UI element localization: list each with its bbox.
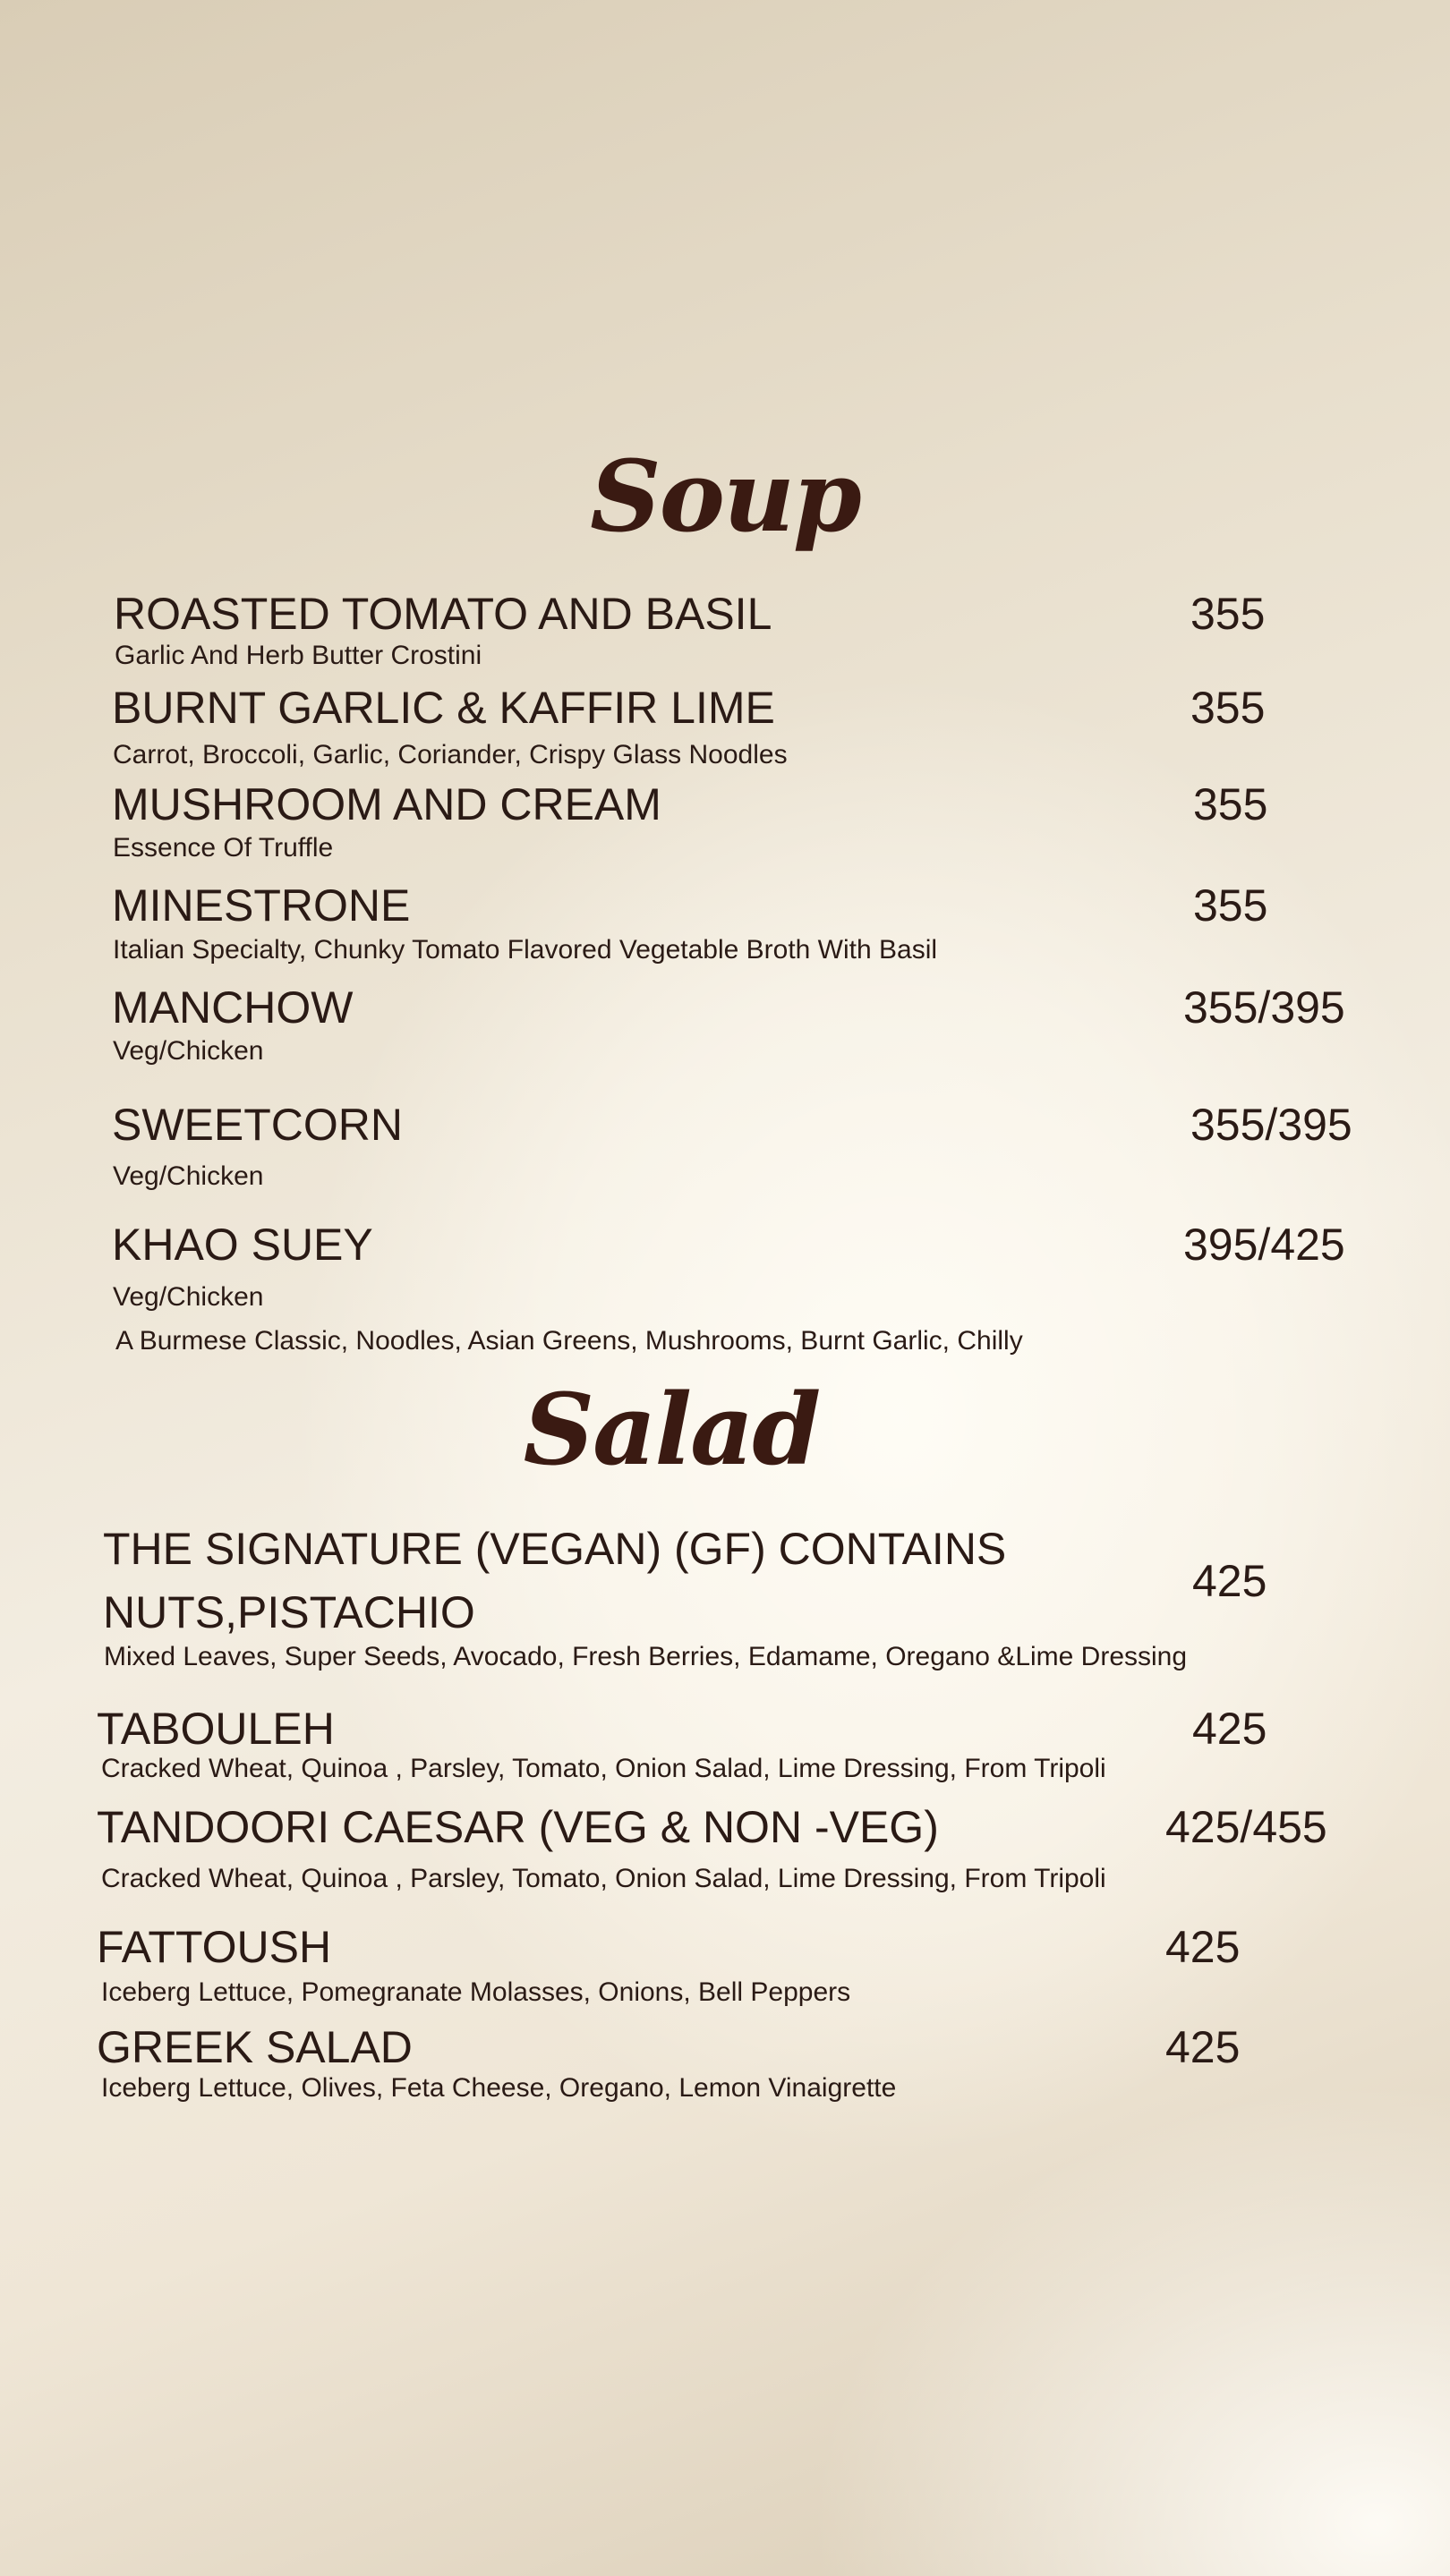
item-name: GREEK SALAD <box>97 2022 413 2072</box>
item-price: 355/395 <box>1190 1100 1352 1150</box>
item-description: Veg/Chicken <box>113 1282 264 1312</box>
item-description: Carrot, Broccoli, Garlic, Coriander, Crispy Glass Noodles <box>113 740 788 769</box>
item-name: MANCHOW <box>112 982 354 1033</box>
item-name: KHAO SUEY <box>112 1220 373 1270</box>
item-name: BURNT GARLIC & KAFFIR LIME <box>112 683 775 733</box>
item-name: MINESTRONE <box>112 880 411 931</box>
item-price: 425 <box>1192 1556 1267 1606</box>
item-description: Cracked Wheat, Quinoa , Parsley, Tomato, Onion Salad, Lime Dressing, From Tripoli <box>101 1754 1106 1783</box>
item-description: Italian Specialty, Chunky Tomato Flavored Vegetable Broth With Basil <box>113 935 938 965</box>
item-price: 355 <box>1190 683 1266 733</box>
item-price: 425 <box>1165 2022 1241 2072</box>
item-name: TANDOORI CAESAR (VEG & NON -VEG) <box>97 1802 939 1852</box>
item-name-continued: NUTS,PISTACHIO <box>103 1587 475 1637</box>
salad-section-title: Salad <box>523 1372 820 1487</box>
soup-section-title: Soup <box>590 438 860 554</box>
item-description: Iceberg Lettuce, Pomegranate Molasses, Onions, Bell Peppers <box>101 1977 851 2007</box>
item-name: SWEETCORN <box>112 1100 403 1150</box>
item-description: Essence Of Truffle <box>113 833 334 863</box>
item-price: 355/395 <box>1183 982 1345 1033</box>
item-price: 355 <box>1193 880 1268 931</box>
item-name: ROASTED TOMATO AND BASIL <box>114 589 772 639</box>
item-price: 355 <box>1193 779 1268 829</box>
item-price: 425 <box>1165 1922 1241 1972</box>
item-description: Veg/Chicken <box>113 1161 264 1191</box>
item-name: THE SIGNATURE (VEGAN) (GF) CONTAINS <box>103 1524 1007 1574</box>
item-name: TABOULEH <box>97 1704 335 1754</box>
item-price: 395/425 <box>1183 1220 1345 1270</box>
item-name: FATTOUSH <box>97 1922 332 1972</box>
item-description: Garlic And Herb Butter Crostini <box>115 641 482 670</box>
item-description: Iceberg Lettuce, Olives, Feta Cheese, Oregano, Lemon Vinaigrette <box>101 2073 897 2103</box>
item-price: 425/455 <box>1165 1802 1327 1852</box>
item-price: 355 <box>1190 589 1266 639</box>
item-name: MUSHROOM AND CREAM <box>112 779 661 829</box>
item-description: Mixed Leaves, Super Seeds, Avocado, Fresh Berries, Edamame, Oregano &Lime Dressing <box>104 1642 1188 1671</box>
item-price: 425 <box>1192 1704 1267 1754</box>
item-description: Veg/Chicken <box>113 1036 264 1066</box>
item-description-extra: A Burmese Classic, Noodles, Asian Greens, Mushrooms, Burnt Garlic, Chilly <box>115 1326 1023 1356</box>
item-description: Cracked Wheat, Quinoa , Parsley, Tomato, Onion Salad, Lime Dressing, From Tripoli <box>101 1864 1106 1893</box>
